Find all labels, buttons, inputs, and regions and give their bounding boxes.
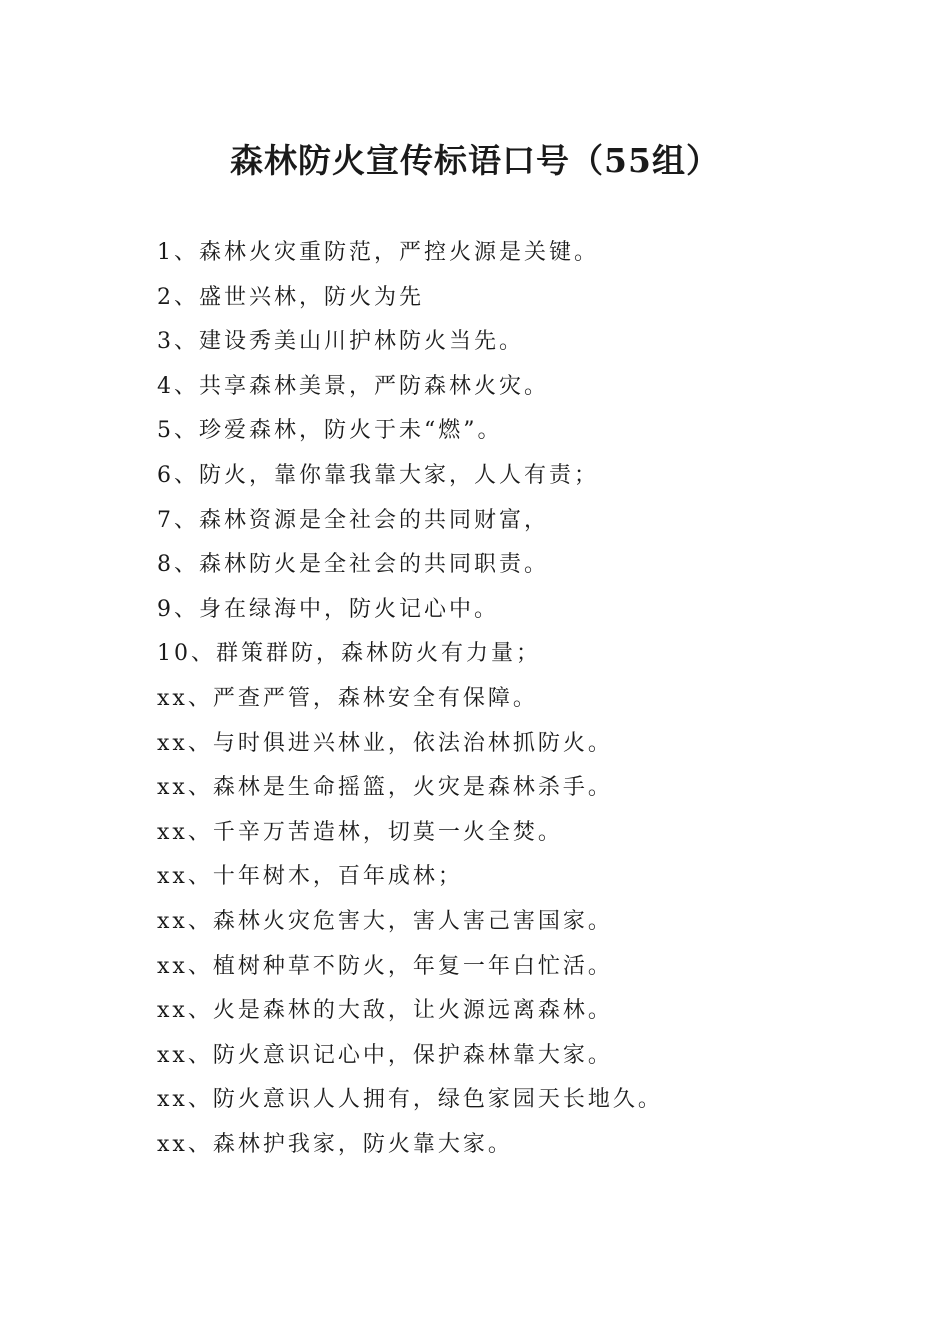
slogan-item: 4、共享森林美景，严防森林火灾。 [157,373,549,399]
slogan-item: xx、森林是生命摇篮，火灾是森林杀手。 [157,775,613,801]
slogan-item: 3、建设秀美山川护林防火当先。 [157,329,524,355]
slogan-item: xx、严查严管，森林安全有保障。 [157,685,538,711]
slogan-list [157,231,857,1167]
slogan-item: 2、盛世兴林，防火为先 [157,284,424,310]
slogan-item: 9、身在绿海中，防火记心中。 [157,596,499,622]
slogan-item: xx、十年树木，百年成林； [157,864,463,890]
slogan-item: 10、群策群防，森林防火有力量； [157,641,541,667]
slogan-item: xx、防火意识记心中，保护森林靠大家。 [157,1042,613,1068]
slogan-item: xx、森林火灾危害大，害人害己害国家。 [157,908,613,934]
slogan-item: 7、森林资源是全社会的共同财富， [157,507,549,533]
slogan-item: 6、防火，靠你靠我靠大家，人人有责； [157,462,599,488]
slogan-item: 1、森林火灾重防范，严控火源是关键。 [157,240,599,265]
slogan-item: xx、防火意识人人拥有，绿色家园天长地久。 [157,1087,663,1113]
slogan-item: 5、珍爱森林，防火于未“燃”。 [157,418,503,444]
slogan-item: xx、植树种草不防火，年复一年白忙活。 [157,953,613,979]
slogan-item: xx、与时俱进兴林业，依法治林抓防火。 [157,730,613,756]
slogan-item: 8、森林防火是全社会的共同职责。 [157,552,549,578]
slogan-item: xx、千辛万苦造林，切莫一火全焚。 [157,819,563,845]
document-title: 森林防火宣传标语口号（55组） [230,141,720,180]
slogan-item: xx、森林护我家，防火靠大家。 [157,1131,513,1157]
slogan-item: xx、火是森林的大敌，让火源远离森林。 [157,998,613,1024]
